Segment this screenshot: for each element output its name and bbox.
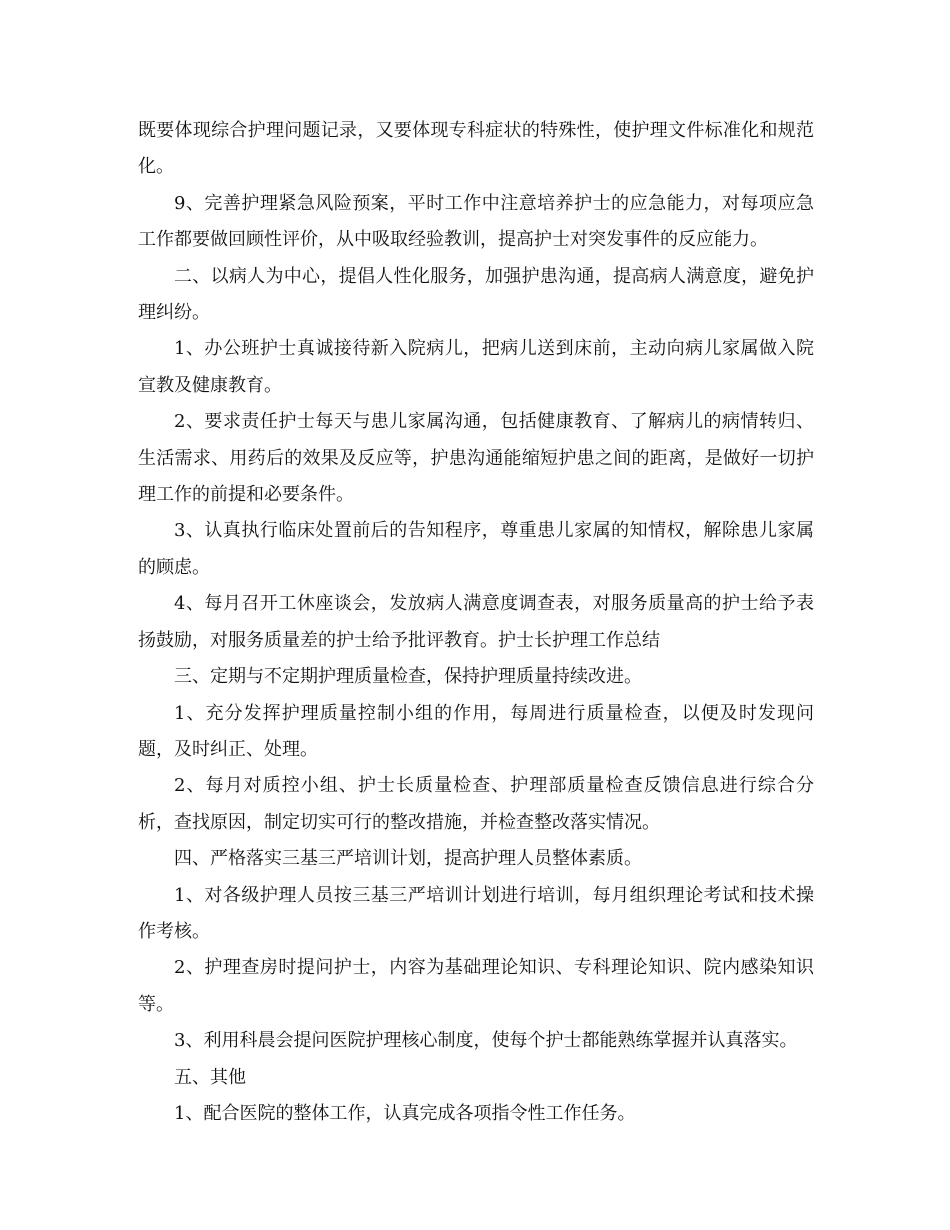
paragraph-3-1: 1、充分发挥护理质量控制小组的作用，每周进行质量检查，以便及时发现问题，及时纠正、处理。 [138, 702, 814, 760]
paragraph-2-2: 2、要求责任护士每天与患儿家属沟通，包括健康教育、了解病儿的病情转归、生活需求、用药后的效果及反应等，护患沟通能缩短护患之间的距离，是做好一切护理工作的前提和必要条件。 [138, 411, 814, 506]
paragraph-2-4: 4、每月召开工休座谈会，发放病人满意度调查表，对服务质量高的护士给予表扬鼓励，对服务质量差的护士给予批评教育。护士长护理工作总结 [138, 593, 814, 651]
section-heading-3: 三、定期与不定期护理质量检查，保持护理质量持续改进。 [174, 666, 642, 688]
paragraph-2-1: 1、办公班护士真诚接待新入院病儿，把病儿送到床前，主动向病儿家属做入院宣教及健康教育。 [138, 338, 814, 396]
paragraph-continuation: 既要体现综合护理问题记录，又要体现专科症状的特殊性，使护理文件标准化和规范化。 [138, 120, 814, 178]
section-heading-4: 四、严格落实三基三严培训计划，提高护理人员整体素质。 [174, 848, 642, 870]
paragraph-2-3: 3、认真执行临床处置前后的告知程序，尊重患儿家属的知情权，解除患儿家属的顾虑。 [138, 520, 814, 578]
section-heading-5: 五、其他 [174, 1066, 246, 1088]
section-heading-2: 二、以病人为中心，提倡人性化服务，加强护患沟通，提高病人满意度，避免护理纠纷。 [138, 265, 814, 324]
document-body [138, 113, 814, 1132]
paragraph-4-3: 3、利用科晨会提问医院护理核心制度，使每个护士都能熟练掌握并认真落实。 [174, 1030, 798, 1052]
paragraph-5-1: 1、配合医院的整体工作，认真完成各项指令性工作任务。 [174, 1102, 636, 1124]
paragraph-item-9: 9、完善护理紧急风险预案，平时工作中注意培养护士的应急能力，对每项应急工作都要做回顾性评价，从中吸取经验教训，提高护士对突发事件的反应能力。 [138, 192, 814, 251]
paragraph-4-2: 2、护理查房时提问护士，内容为基础理论知识、专科理论知识、院内感染知识等。 [138, 957, 814, 1015]
paragraph-4-1: 1、对各级护理人员按三基三严培训计划进行培训，每月组织理论考试和技术操作考核。 [138, 884, 814, 942]
paragraph-3-2: 2、每月对质控小组、护士长质量检查、护理部质量检查反馈信息进行综合分析，查找原因，制定切实可行的整改措施，并检查整改落实情况。 [138, 775, 814, 833]
